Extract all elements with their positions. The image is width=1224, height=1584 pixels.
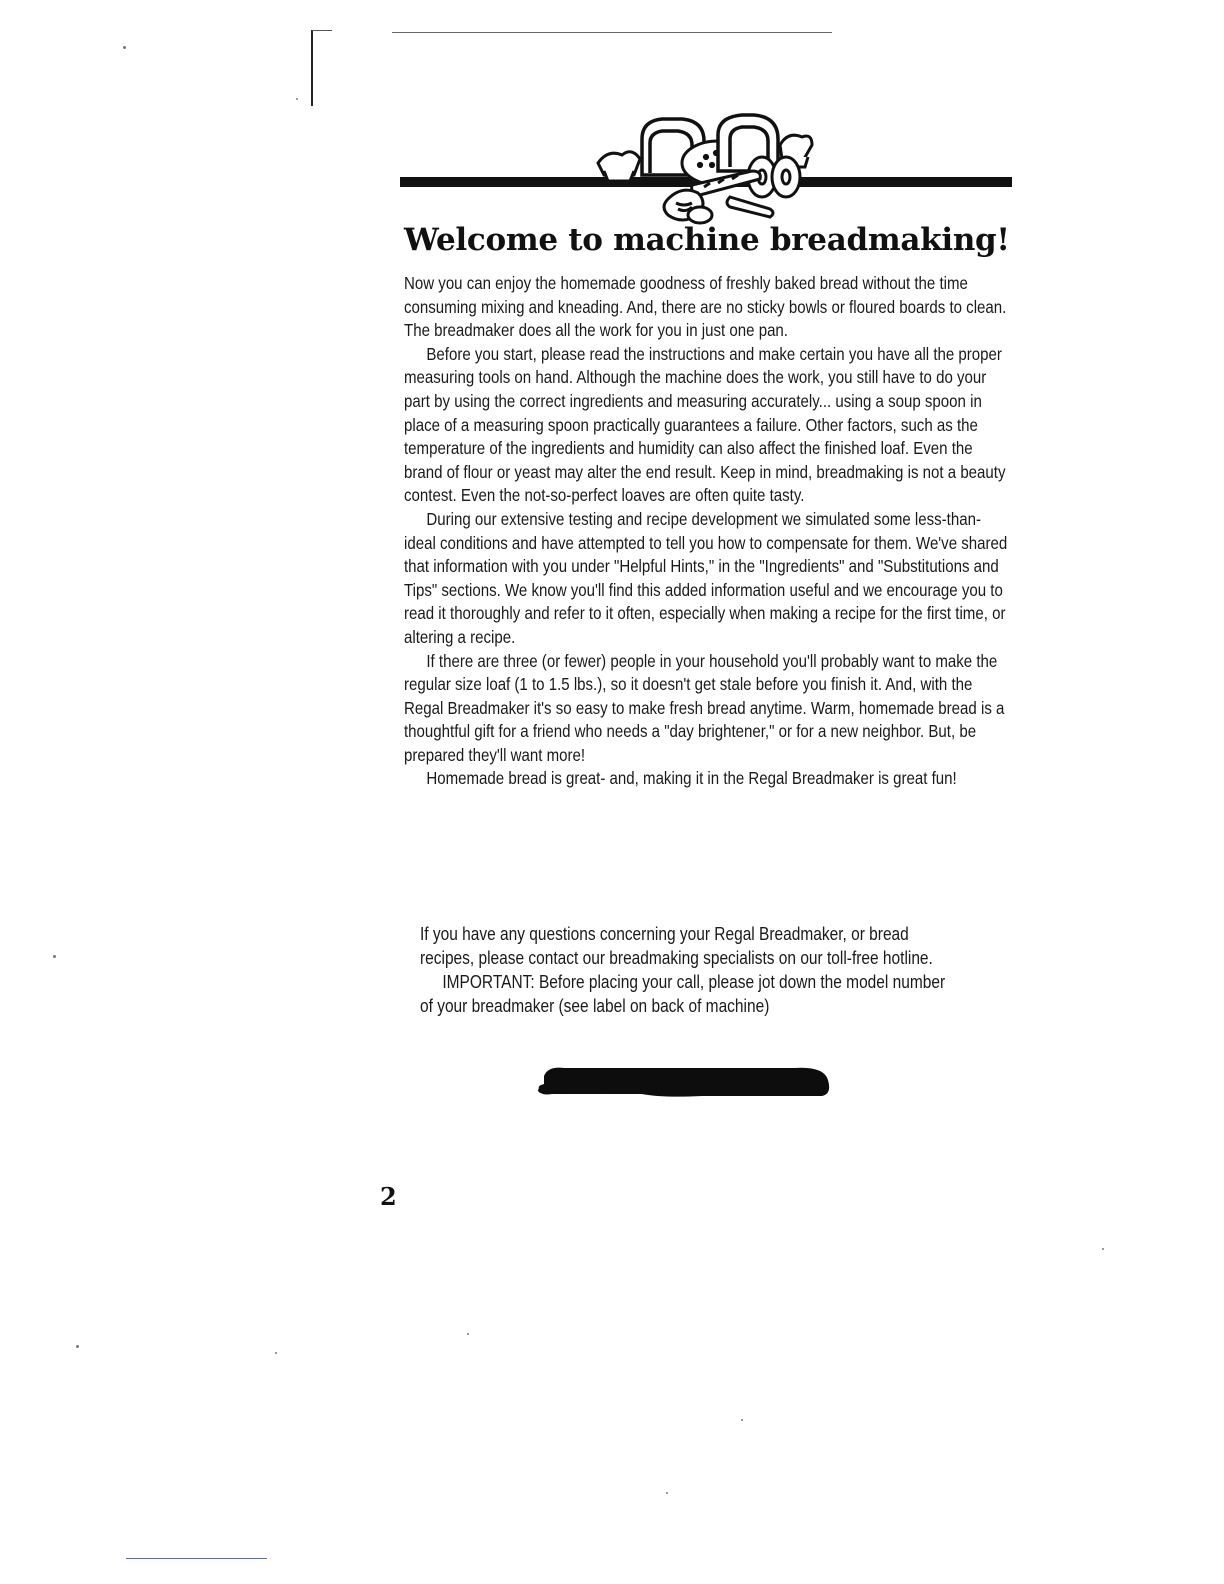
page-title: Welcome to machine breadmaking! [404,222,1010,258]
bread-illustration-header [400,105,1012,230]
paragraph-household: If there are three (or fewer) people in your household you'll probably want to make the regular size loaf (1 to 1.5 lbs.), so it doesn't get stale before you finish it. And, with the Regal Breadmaker it's so easy to make fresh bread anytime. Warm, homemade bread is a thoughtful gift for a friend who needs a "day brightener," or for a new neighbor. But, be prepared they'll want more! [404,650,1005,765]
scan-speck [741,1419,743,1421]
scan-speck [53,955,56,958]
scan-speck [467,1333,469,1335]
paragraph-testing: During our extensive testing and recipe development we simulated some less-than-ideal conditions and have attempted to tell you how to compensate for them. We've shared that information with you under "Helpful Hints," in the "Ingredients" and "Substitutions and Tips" sections. We know you'll find this added information useful and we encourage you to read it thoroughly and refer to it often, especially when making a recipe for the first time, or altering a recipe. [404,508,1008,647]
important-note: IMPORTANT: Before placing your call, please jot down the model number of your breadmaker (see label on back of machine) [420,972,946,1016]
top-rule [392,32,832,33]
redacted-hotline-number [538,1062,832,1100]
scan-speck [296,98,298,100]
page-number: 2 [380,1182,397,1211]
scan-speck [1102,1248,1104,1250]
body-text [404,272,1008,791]
scan-speck [123,46,126,49]
crop-mark [311,30,313,106]
paragraph-before-you-start: Before you start, please read the instructions and make certain you have all the proper measuring tools on hand. Although the machine does the work, you still have to do your part by using the correct ingredients and measuring accurately... using a soup spoon in place of a measuring spoon practically guarantees a failure. Other factors, such as the temperature of the ingredients and humidity can also affect the finished loaf. Even the brand of flour or yeast may alter the end result. Keep in mind, breadmaking is not a beauty contest. Even the not-so-perfect loaves are often quite tasty. [404,343,1006,506]
scan-speck [275,1352,277,1354]
scan-artifact-line [126,1558,267,1559]
contact-text: If you have any questions concerning your Regal Breadmaker, or bread recipes, please contact our breadmaking specialists on our toll-free hotline. [420,924,933,968]
paragraph-intro: Now you can enjoy the homemade goodness of freshly baked bread without the time consuming mixing and kneading. And, there are no sticky bowls or floured boards to clean. The breadmaker does all the work for you in just one pan. [404,273,1007,341]
crop-mark-horizontal [312,30,332,31]
muffin-left-icon [598,152,640,181]
scan-speck [666,1492,668,1494]
scan-speck [76,1345,79,1348]
contact-section [420,922,946,1018]
paragraph-conclusion: Homemade bread is great- and, making it in the Regal Breadmaker is great fun! [426,768,957,789]
